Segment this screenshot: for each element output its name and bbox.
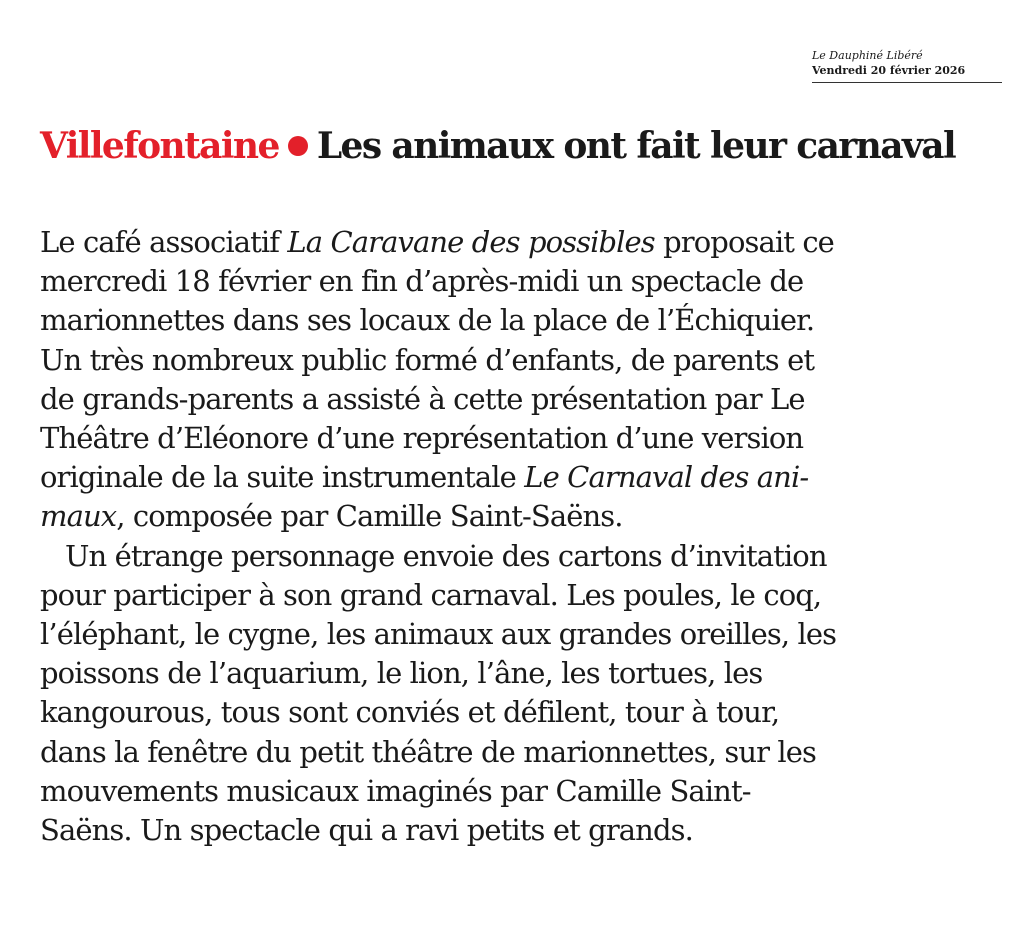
- article-body: [40, 223, 980, 850]
- paragraph-line: Un étrange personnage envoie des cartons d’invitation: [65, 538, 827, 573]
- paragraph-line: l’éléphant, le cygne, les animaux aux grandes oreilles, les: [40, 617, 837, 652]
- work-title-italic: Le Carnaval des ani-: [524, 460, 809, 495]
- masthead: [812, 48, 1002, 83]
- paragraph-line: Saëns. Un spectacle qui a ravi petits et grands.: [40, 813, 693, 848]
- paragraph-line: dans la fenêtre du petit théâtre de marionnettes, sur les: [40, 734, 817, 769]
- paragraph-line: kangourous, tous sont conviés et défilent, tour à tour,: [40, 695, 780, 730]
- paragraph-line: mouvements musicaux imaginés par Camille Saint-: [40, 773, 751, 808]
- text-run: , composée par Camille Saint-Saëns.: [116, 499, 623, 534]
- paragraph-2: [40, 537, 980, 851]
- paragraph-line: [40, 223, 980, 262]
- publication-name: Le Dauphiné Libéré: [812, 49, 923, 62]
- venue-name-italic: La Caravane des possibles: [287, 225, 655, 259]
- text-run: originale de la suite instrumentale: [40, 460, 525, 495]
- paragraph-line: de grands-parents a assisté à cette présentation par Le: [40, 381, 805, 416]
- paragraph-line: [40, 497, 980, 536]
- paragraph-line: poissons de l’aquarium, le lion, l’âne, les tortues, les: [40, 656, 763, 691]
- headline: [40, 122, 955, 170]
- paragraph-1: [40, 223, 980, 537]
- paragraph-line: marionnettes dans ses locaux de la place de l’Échiquier.: [40, 303, 815, 338]
- headline-title: Les animaux ont fait leur carnaval: [316, 125, 956, 167]
- paragraph-line: [40, 458, 980, 497]
- text-run: proposait ce: [654, 225, 834, 259]
- headline-location: Villefontaine: [40, 125, 279, 167]
- publication-date: Vendredi 20 février 2026: [812, 64, 966, 77]
- paragraph-line: mercredi 18 février en fin d’après-midi un spectacle de: [40, 264, 804, 299]
- work-title-italic: maux: [40, 499, 117, 534]
- paragraph-line: Théâtre d’Eléonore d’une représentation d’une version: [40, 421, 804, 456]
- paragraph-line: pour participer à son grand carnaval. Les poules, le coq,: [40, 577, 822, 612]
- headline-bullet-dot: [288, 136, 308, 156]
- paragraph-line: Un très nombreux public formé d’enfants, de parents et: [40, 342, 815, 377]
- text-run: Le café associatif: [40, 225, 288, 259]
